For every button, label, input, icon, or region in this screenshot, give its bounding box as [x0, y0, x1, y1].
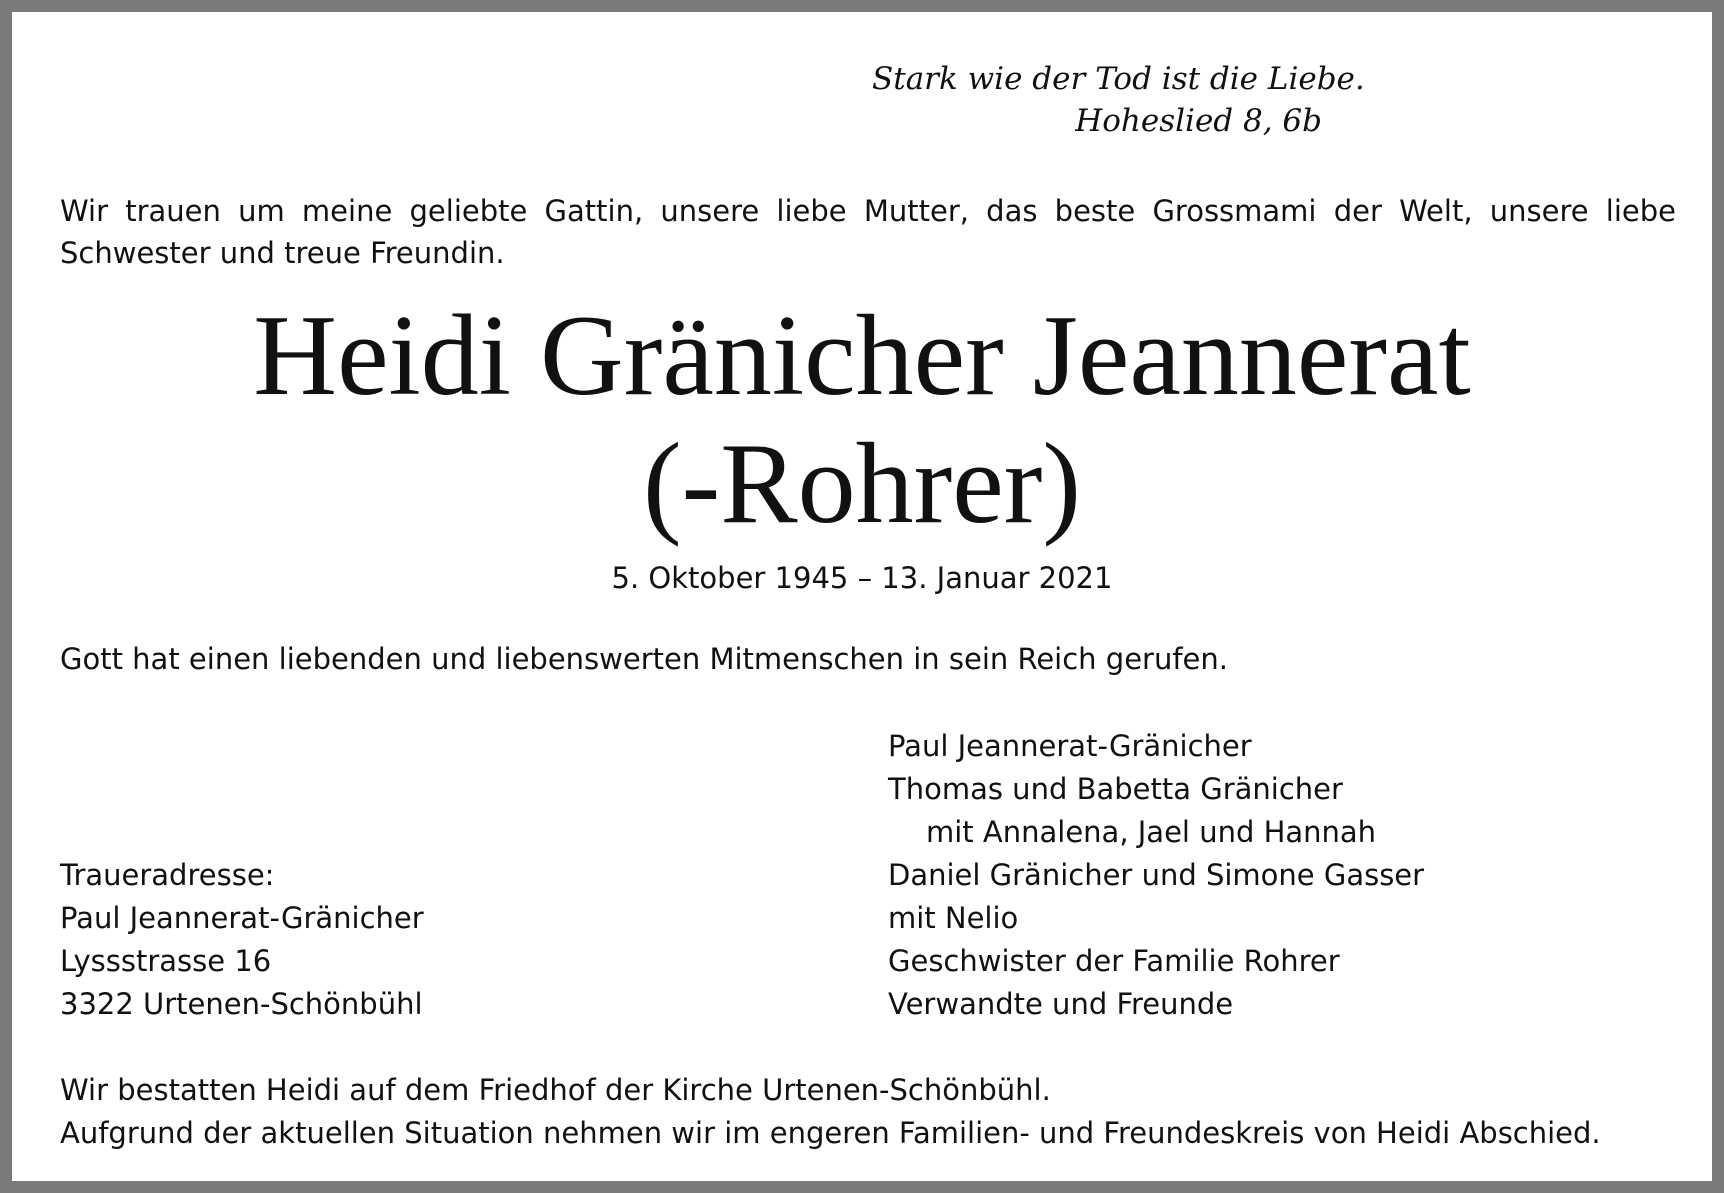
mourner-line: Daniel Gränicher und Simone Gasser: [888, 858, 1425, 892]
quote-text: Stark wie der Tod ist die Liebe.: [872, 61, 1365, 97]
mourner-line: Geschwister der Familie Rohrer: [888, 944, 1340, 978]
mourners-list: [888, 725, 1424, 1026]
closing-line-2: Aufgrund der aktuellen Situation nehmen wir im engeren Familien- und Freundeskreis von Heidi Abschied.: [60, 1116, 1601, 1150]
life-dates: 5. Oktober 1945 – 13. Januar 2021: [611, 561, 1113, 595]
deceased-maiden-name: (-Rohrer): [642, 420, 1081, 548]
mourner-line: Verwandte und Freunde: [888, 987, 1234, 1021]
quote-source: Hoheslied 8, 6b: [1075, 103, 1322, 139]
address-street: Lyssstrasse 16: [60, 944, 272, 978]
closing-line-1: Wir bestatten Heidi auf dem Friedhof der Kirche Urtenen-Schönbühl.: [60, 1073, 1051, 1107]
address-city: 3322 Urtenen-Schönbühl: [60, 987, 423, 1021]
intro-paragraph: Wir trauen um meine geliebte Gattin, unsere liebe Mutter, das beste Grossmami der Welt, unsere liebe Schwester und treue Freundin.: [60, 194, 1676, 270]
bible-quote: [872, 58, 1365, 142]
deceased-name: Heidi Gränicher Jeannerat: [253, 292, 1471, 420]
mourner-line: mit Annalena, Jael und Hannah: [926, 815, 1377, 849]
mourner-line: Paul Jeannerat-Gränicher: [888, 729, 1252, 763]
address-label: Traueradresse:: [60, 858, 275, 892]
mourner-line: Thomas und Babetta Gränicher: [888, 772, 1343, 806]
closing-text: [60, 1069, 1601, 1155]
address-name: Paul Jeannerat-Gränicher: [60, 901, 424, 935]
mourning-address: [60, 854, 424, 1026]
obituary-notice: [12, 12, 1712, 1181]
statement-text: Gott hat einen liebenden und liebenswerten Mitmenschen in sein Reich gerufen.: [60, 642, 1228, 676]
mourner-line: mit Nelio: [888, 901, 1019, 935]
deceased-name-block: [12, 292, 1712, 548]
